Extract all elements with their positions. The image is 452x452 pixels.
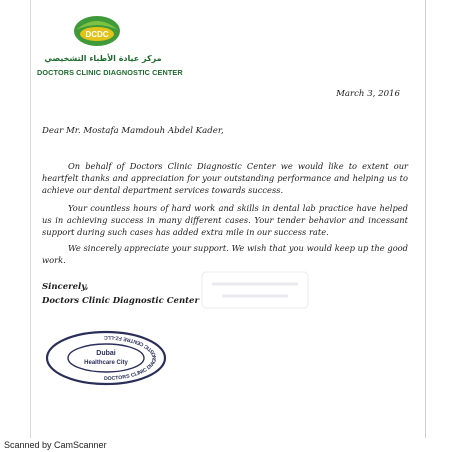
- clinic-stamp: [44, 330, 168, 386]
- stamp-center-line-1: Dubai: [96, 350, 116, 357]
- body-paragraph-2: Your countless hours of hard work and skills in dental lab practice have helped us in achieving success in many different cases. Your tender behavior and incessant support during such cases has added extra mile in our success rate.: [42, 203, 408, 237]
- leaf-logo-icon: [70, 10, 124, 50]
- faint-background-stamp: [200, 270, 310, 310]
- logo-letters: DCDC: [85, 30, 109, 39]
- salutation: Dear Mr. Mostafa Mamdouh Abdel Kader,: [42, 126, 224, 136]
- body-paragraph-3: We sincerely appreciate your support. We wish that you would keep up the good work.: [42, 243, 408, 265]
- signature-block: Doctors Clinic Diagnostic Center: [42, 296, 199, 306]
- body-paragraph-1: On behalf of Doctors Clinic Diagnostic Center we would like to extent our heartfelt thanks and appreciation for your outstanding performance and helping us to achieve our dental department services towards success.: [42, 161, 408, 195]
- arabic-clinic-name: مركز عيادة الأطباء التشخيصي: [44, 54, 162, 63]
- letter-date: March 3, 2016: [336, 89, 400, 99]
- stamp-ring-path-text: DOCTORS CLINIC DIAGNOSTIC CENTRE FZ-LLC: [103, 333, 159, 383]
- clinic-logo: [37, 6, 183, 80]
- english-clinic-name: DOCTORS CLINIC DIAGNOSTIC CENTER: [37, 68, 183, 77]
- scanner-watermark: Scanned by CamScanner: [4, 440, 107, 450]
- closing: Sincerely,: [42, 282, 89, 292]
- stamp-center-line-2: Healthcare City: [84, 360, 128, 366]
